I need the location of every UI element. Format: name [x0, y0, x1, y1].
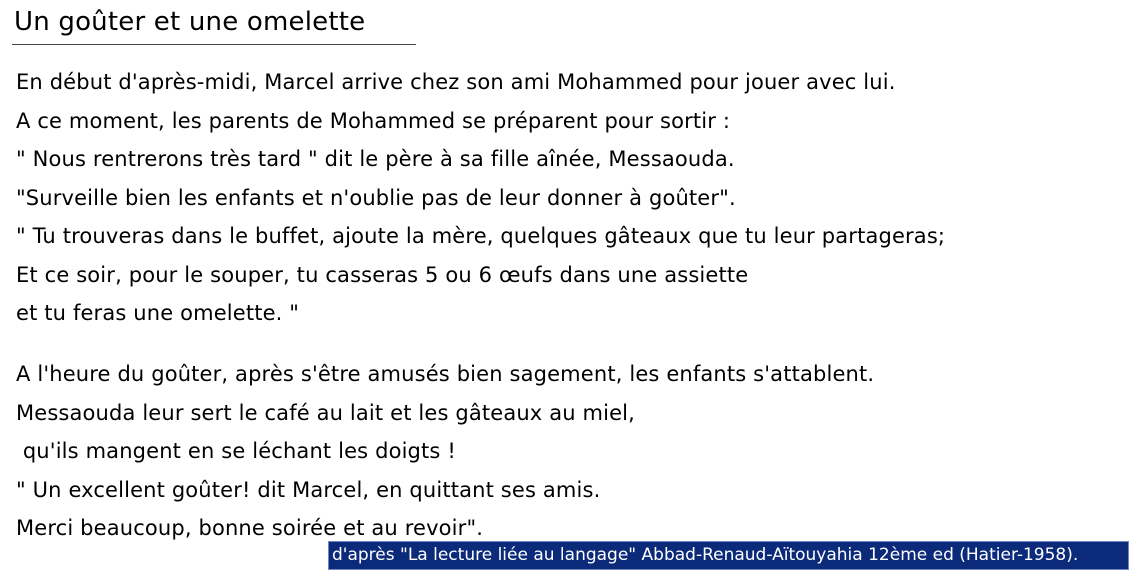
- text-line: Messaouda leur sert le café au lait et les gâteaux au miel,: [16, 400, 635, 425]
- text-line: " Tu trouveras dans le buffet, ajoute la mère, quelques gâteaux que tu leur partageras;: [16, 224, 946, 248]
- text-line: " Nous rentrerons très tard " dit le père à sa fille aînée, Messaouda.: [16, 147, 735, 171]
- page-title: Un goûter et une omelette: [14, 7, 366, 37]
- text-line: A ce moment, les parents de Mohammed se préparent pour sortir :: [16, 108, 731, 133]
- text-line: et tu feras une omelette. ": [16, 301, 300, 325]
- text-line: "Surveille bien les enfants et n'oublie pas de leur donner à goûter".: [16, 185, 736, 210]
- text-line: Merci beaucoup, bonne soirée et au revoir".: [16, 516, 484, 540]
- text-line: En début d'après-midi, Marcel arrive chez son ami Mohammed pour jouer avec lui.: [16, 70, 896, 94]
- source-citation: d'après "La lecture liée au langage" Abbad-Renaud-Aïtouyahia 12ème ed (Hatier-1958).: [328, 541, 1129, 570]
- paragraph-2: [16, 355, 874, 548]
- title-underline: [12, 44, 416, 45]
- text-line: Et ce soir, pour le souper, tu casseras 5 ou 6 œufs dans une assiette: [16, 262, 749, 287]
- text-line: " Un excellent goûter! dit Marcel, en quittant ses amis.: [16, 477, 601, 502]
- paragraph-1: [16, 63, 945, 333]
- text-line: A l'heure du goûter, après s'être amusés bien sagement, les enfants s'attablent.: [16, 362, 875, 386]
- text-line: qu'ils mangent en se léchant les doigts !: [16, 439, 456, 463]
